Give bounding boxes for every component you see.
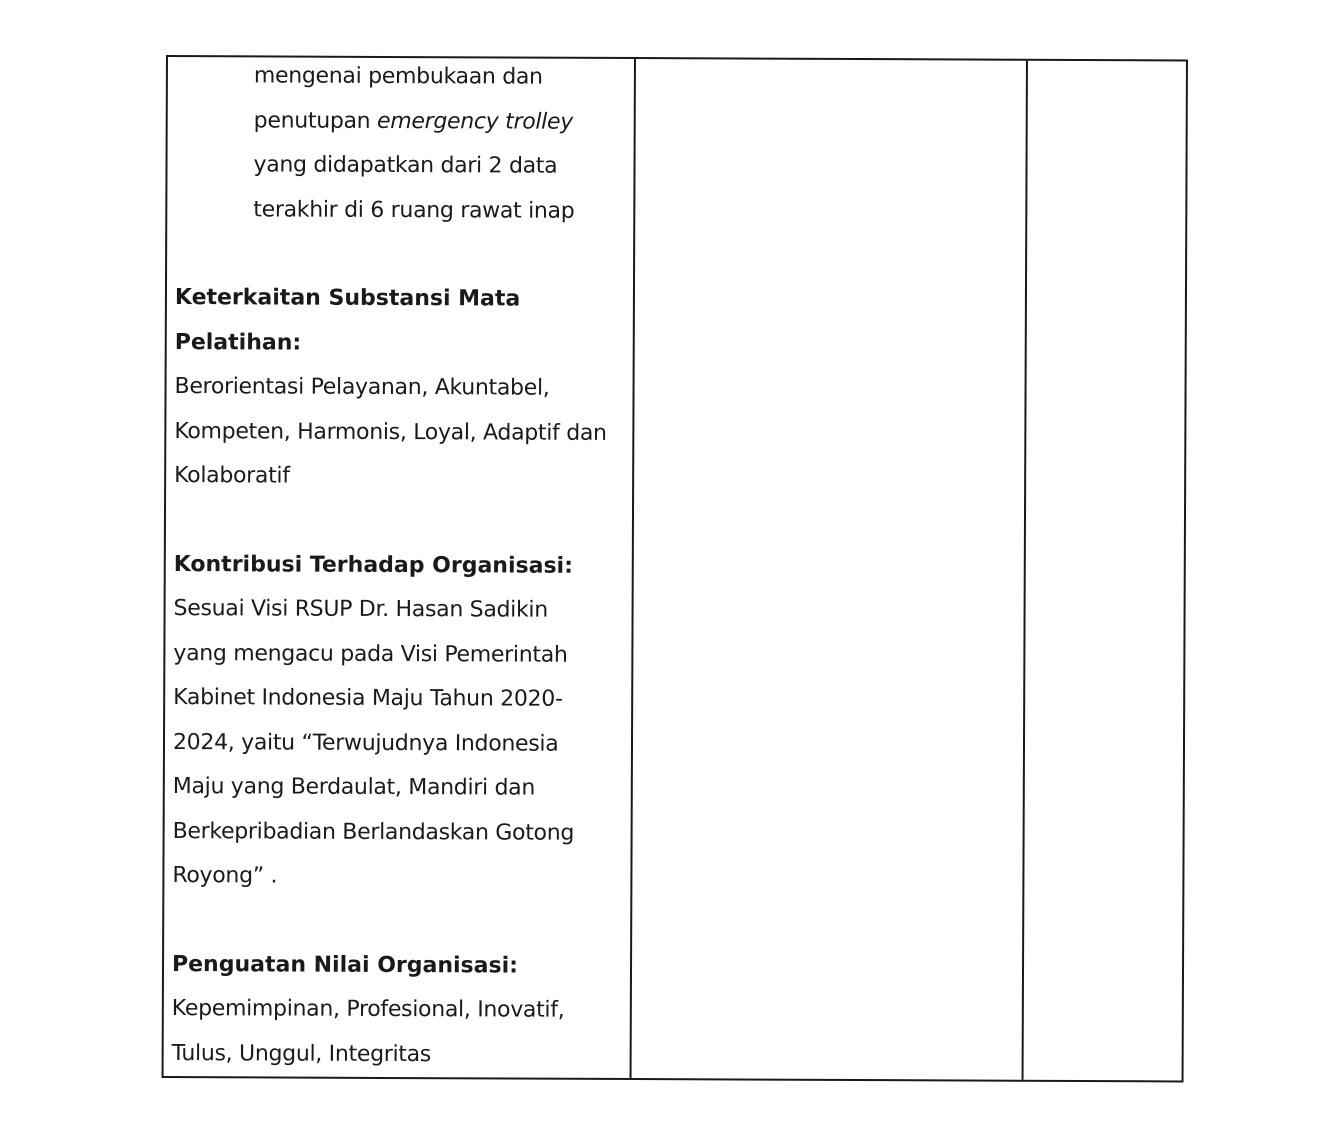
- kontribusi-body-line-2: yang mengacu pada Visi Pemerintah: [173, 640, 568, 668]
- kontribusi-body-line-7: Royong” .: [172, 863, 278, 889]
- intro-line-1: mengenai pembukaan dan: [253, 63, 543, 90]
- intro-paragraph: [175, 54, 628, 234]
- kontribusi-heading: Kontribusi Terhadap Organisasi:: [173, 551, 573, 579]
- middle-column: [632, 59, 1028, 1080]
- intro-line-3: yang didapatkan dari 2 data: [253, 152, 558, 179]
- kontribusi-body-line-6: Berkepribadian Berlandaskan Gotong: [172, 818, 575, 846]
- intro-line-4: terakhir di 6 ruang rawat inap: [253, 196, 575, 224]
- intro-line-2-italic: emergency trolley: [377, 108, 574, 135]
- kontribusi-body-line-1: Sesuai Visi RSUP Dr. Hasan Sadikin: [173, 596, 548, 623]
- kontribusi-body-line-4: 2024, yaitu “Terwujudnya Indonesia: [172, 729, 559, 757]
- document-table: [162, 55, 1188, 1082]
- description-column: [164, 57, 636, 1078]
- keterkaitan-body-line-2: Kompeten, Harmonis, Loyal, Adaptif dan: [174, 418, 607, 446]
- penguatan-heading: Penguatan Nilai Organisasi:: [171, 951, 519, 979]
- kontribusi-section: [172, 543, 626, 901]
- kontribusi-body-line-3: Kabinet Indonesia Maju Tahun 2020-: [173, 685, 563, 712]
- keterkaitan-body-line-3: Kolaboratif: [174, 463, 290, 489]
- keterkaitan-heading-line-2: Pelatihan:: [174, 329, 302, 356]
- penguatan-body-line-1: Kepemimpinan, Profesional, Inovatif,: [171, 996, 565, 1023]
- kontribusi-body-line-5: Maju yang Berdaulat, Mandiri dan: [172, 774, 536, 801]
- intro-line-2: [254, 99, 628, 145]
- keterkaitan-body-line-1: Berorientasi Pelayanan, Akuntabel,: [174, 374, 550, 401]
- keterkaitan-section: [174, 276, 627, 500]
- penguatan-section: [172, 943, 625, 1078]
- description-cell: [172, 57, 628, 1078]
- intro-line-2-prefix: penutupan: [253, 107, 378, 134]
- right-column: [1024, 61, 1186, 1081]
- keterkaitan-heading-line-1: Keterkaitan Substansi Mata: [174, 285, 521, 312]
- penguatan-body-line-2: Tulus, Unggul, Integritas: [171, 1040, 432, 1067]
